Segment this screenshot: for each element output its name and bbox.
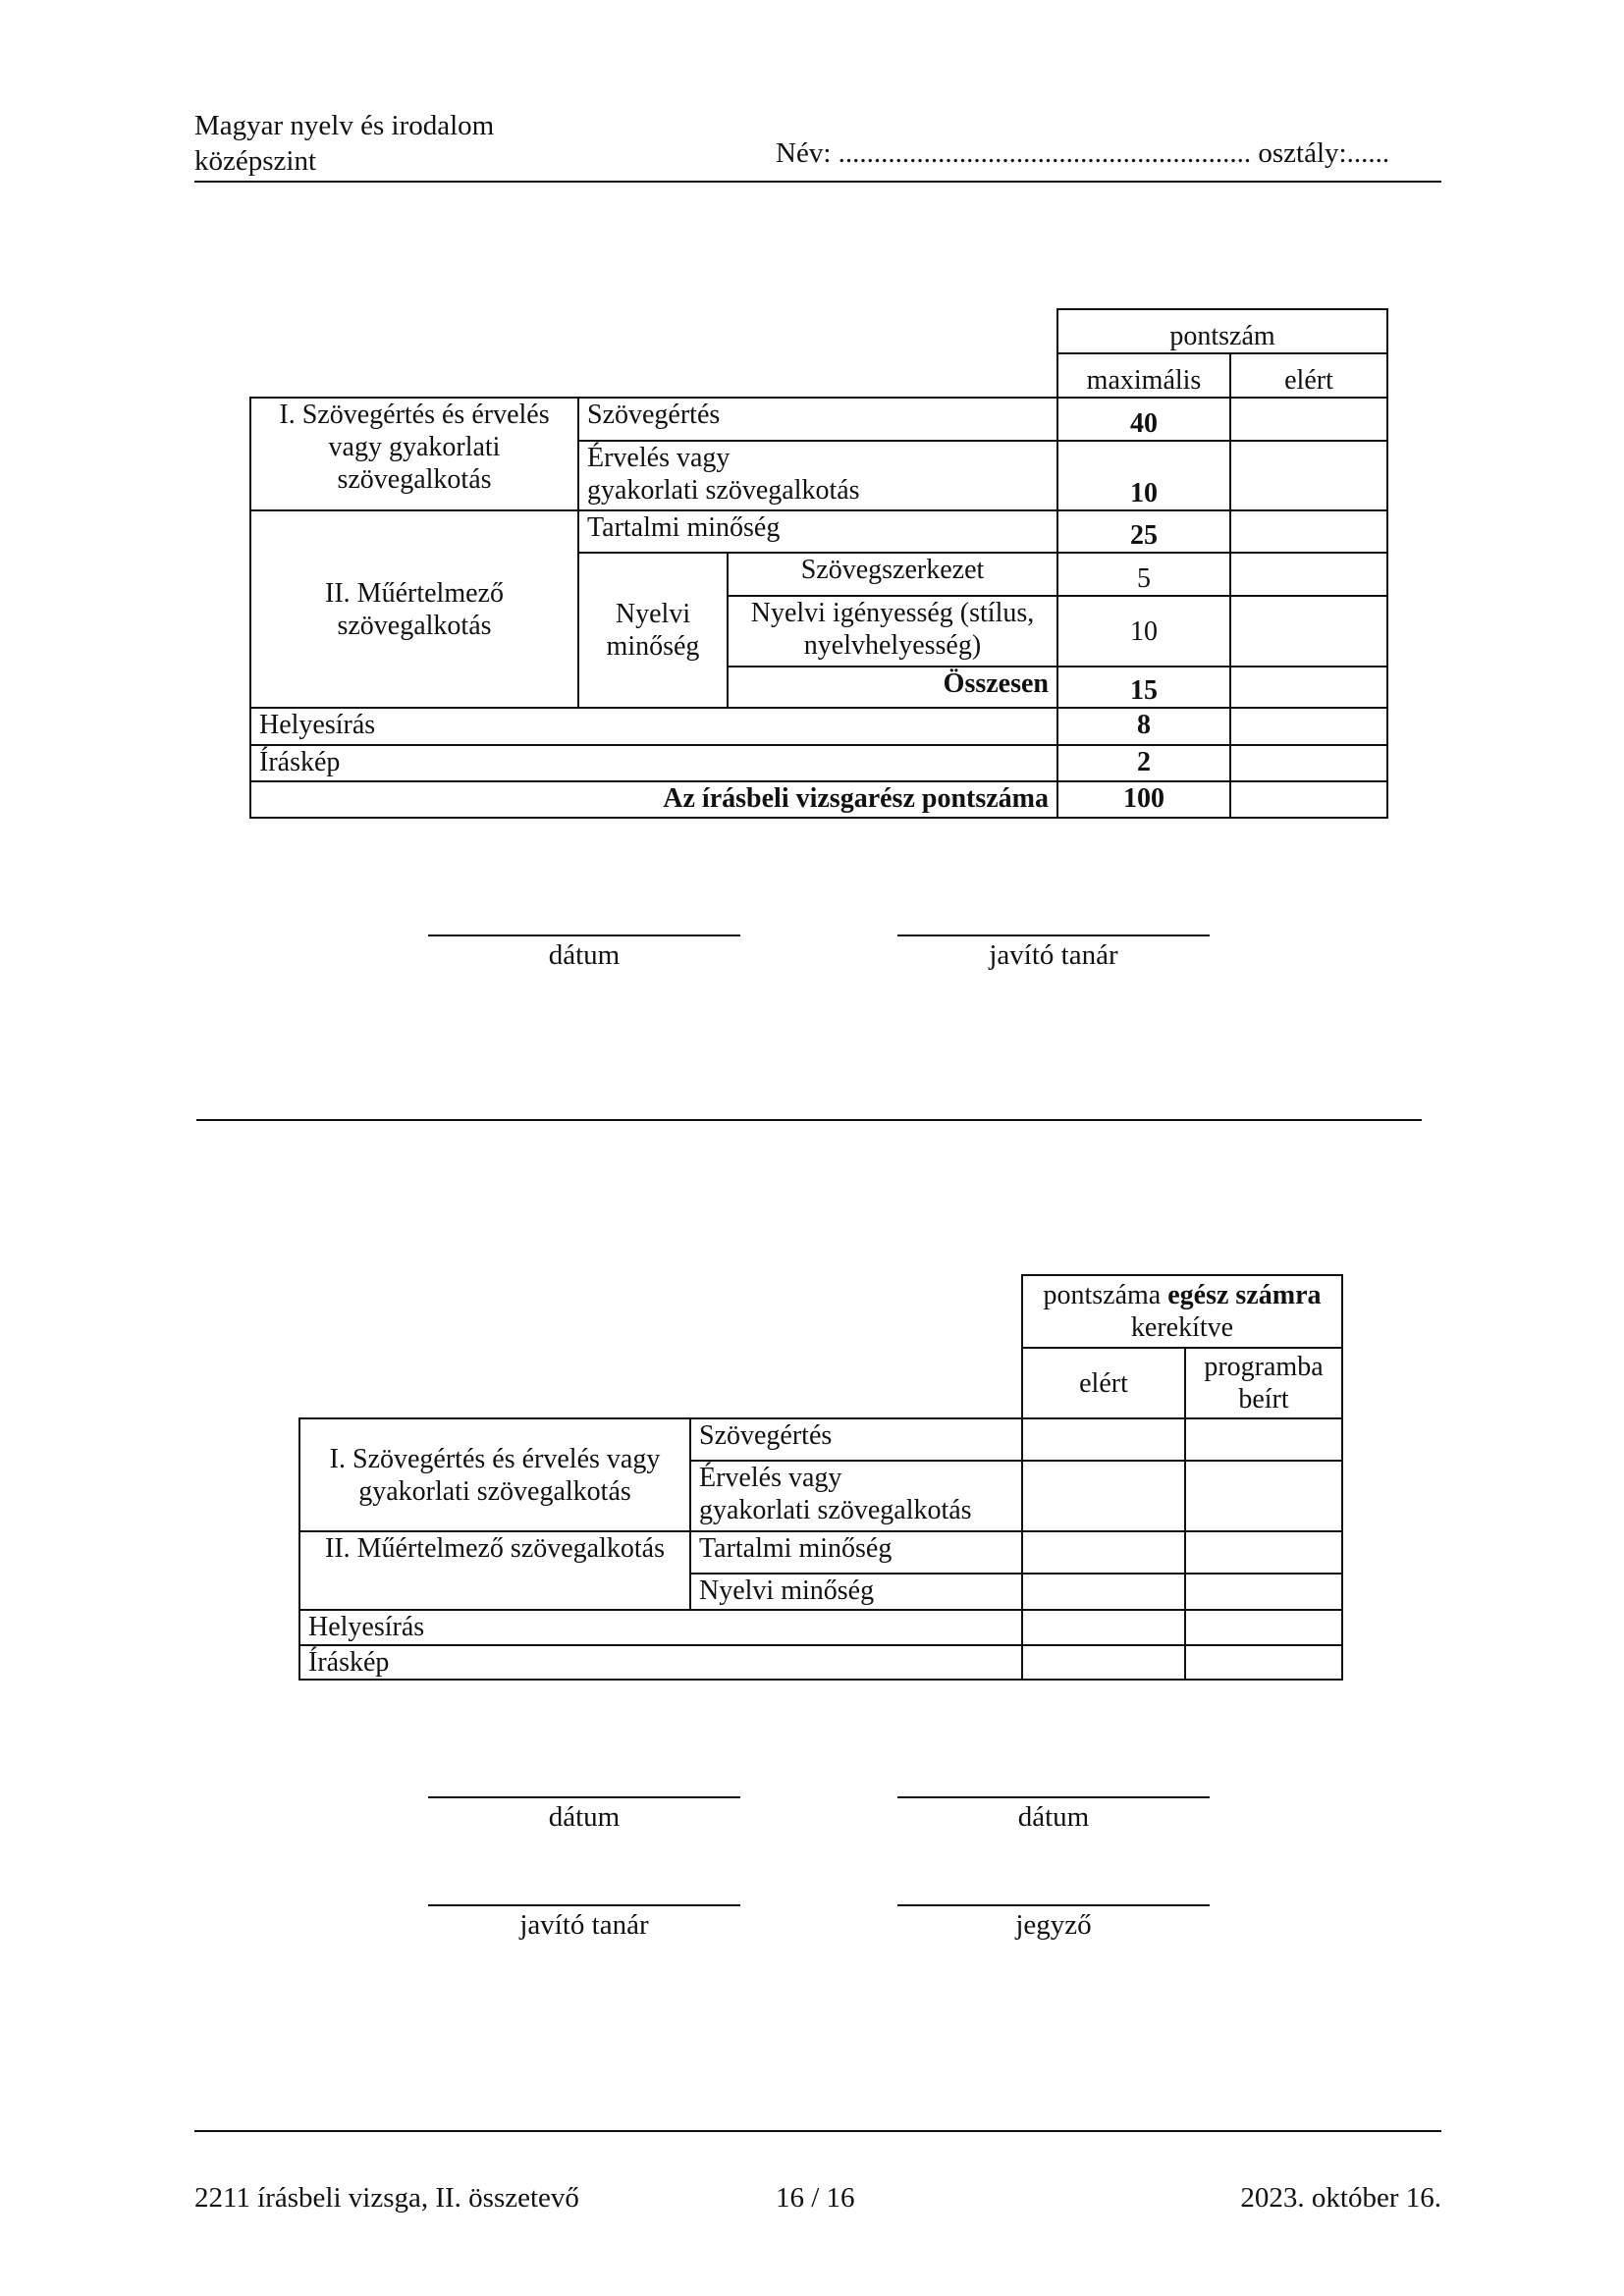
language-label-2: Nyelvi minőség (690, 1574, 1022, 1610)
style-max: 10 (1057, 596, 1230, 667)
handwriting-achieved-cell[interactable] (1230, 745, 1387, 781)
spelling-achieved-cell[interactable] (1230, 708, 1387, 745)
section-separator (196, 1119, 1422, 1121)
handwriting-program-cell[interactable] (1185, 1645, 1342, 1680)
rounded-points-header: pontszáma egész számra kerekítve (1022, 1275, 1342, 1348)
reading-achieved-cell[interactable] (1230, 398, 1387, 441)
handwriting-label: Íráskép (250, 745, 1057, 781)
handwriting-max: 2 (1057, 745, 1230, 781)
footer-rule (194, 2130, 1441, 2132)
name-class-field: Név: .......................................................... osztály:...... (776, 137, 1390, 169)
program-entered-header: programba beírt (1185, 1348, 1342, 1418)
argument-program-cell[interactable] (1185, 1461, 1342, 1531)
reading-program-cell[interactable] (1185, 1418, 1342, 1461)
date-label: dátum (548, 939, 621, 971)
language-program-cell[interactable] (1185, 1574, 1342, 1610)
total-achieved-cell[interactable] (1230, 781, 1387, 818)
language-achieved-cell-2[interactable] (1022, 1574, 1185, 1610)
reading-label: Szövegértés (578, 398, 1057, 441)
structure-achieved-cell[interactable] (1230, 553, 1387, 596)
date-signature-line (428, 934, 740, 936)
header-title-block (194, 108, 494, 179)
teacher2-signature-line (428, 1904, 740, 1906)
date1-label: dátum (548, 1801, 621, 1833)
footer-page-number: 16 / 16 (776, 2182, 855, 2214)
content-achieved-cell[interactable] (1230, 510, 1387, 553)
subject-title: Magyar nyelv és irodalom (194, 110, 495, 141)
argument-label: Érvelés vagy gyakorlati szövegalkotás (578, 441, 1057, 510)
total-label: Az írásbeli vizsgarész pontszáma (250, 781, 1057, 818)
header-rule (194, 181, 1441, 183)
structure-label: Szövegszerkezet (728, 553, 1057, 596)
style-label: Nyelvi igényesség (stílus, nyelvhelyesség) (728, 596, 1057, 667)
language-quality-label: Nyelvi minőség (578, 553, 728, 708)
reading-achieved-cell-2[interactable] (1022, 1418, 1185, 1461)
notary-signature-line (897, 1904, 1210, 1906)
date2-label: dátum (1017, 1801, 1090, 1833)
subtotal-label: Összesen (728, 667, 1057, 708)
spelling-program-cell[interactable] (1185, 1610, 1342, 1645)
spelling-max: 8 (1057, 708, 1230, 745)
teacher-signature-line (897, 934, 1210, 936)
spelling-achieved-cell-2[interactable] (1022, 1610, 1185, 1645)
content-achieved-cell-2[interactable] (1022, 1531, 1185, 1574)
content-label-2: Tartalmi minőség (690, 1531, 1022, 1574)
total-max: 100 (1057, 781, 1230, 818)
content-program-cell[interactable] (1185, 1531, 1342, 1574)
subtotal-achieved-cell[interactable] (1230, 667, 1387, 708)
spelling-label: Helyesírás (250, 708, 1057, 745)
argument-label-2: Érvelés vagy gyakorlati szövegalkotás (690, 1461, 1022, 1531)
points-header: pontszám (1057, 309, 1387, 353)
subtotal-max: 15 (1057, 667, 1230, 708)
content-label: Tartalmi minőség (578, 510, 1057, 553)
handwriting-label-2: Íráskép (299, 1645, 1022, 1680)
notary-label: jegyző (1015, 1909, 1092, 1941)
reading-label-2: Szövegértés (690, 1418, 1022, 1461)
section1-label-2: I. Szövegértés és érvelés vagy gyakorlati szövegalkotás (299, 1418, 690, 1531)
argument-achieved-cell-2[interactable] (1022, 1461, 1185, 1531)
handwriting-achieved-cell-2[interactable] (1022, 1645, 1185, 1680)
spelling-label-2: Helyesírás (299, 1610, 1022, 1645)
section1-label: I. Szövegértés és érvelés vagy gyakorlati szövegalkotás (250, 398, 578, 510)
score-table-2 (298, 1274, 1343, 1681)
argument-achieved-cell[interactable] (1230, 441, 1387, 510)
reading-max: 40 (1057, 398, 1230, 441)
teacher-label: javító tanár (989, 939, 1118, 971)
date2-signature-line (897, 1796, 1210, 1798)
structure-max: 5 (1057, 553, 1230, 596)
argument-max: 10 (1057, 441, 1230, 510)
level-label: középszint (194, 145, 317, 177)
section2-label: II. Műértelmező szövegalkotás (250, 510, 578, 708)
footer-exam-label: 2211 írásbeli vizsga, II. összetevő (194, 2182, 579, 2214)
style-achieved-cell[interactable] (1230, 596, 1387, 667)
footer-date: 2023. október 16. (1240, 2182, 1441, 2214)
achieved-header: elért (1022, 1348, 1185, 1418)
date1-signature-line (428, 1796, 740, 1798)
max-points-header: maximális (1057, 353, 1230, 398)
score-table-1 (249, 308, 1388, 819)
content-max: 25 (1057, 510, 1230, 553)
teacher2-label: javító tanár (519, 1909, 649, 1941)
section2-label-2: II. Műértelmező szövegalkotás (299, 1531, 690, 1610)
achieved-points-header: elért (1230, 353, 1387, 398)
